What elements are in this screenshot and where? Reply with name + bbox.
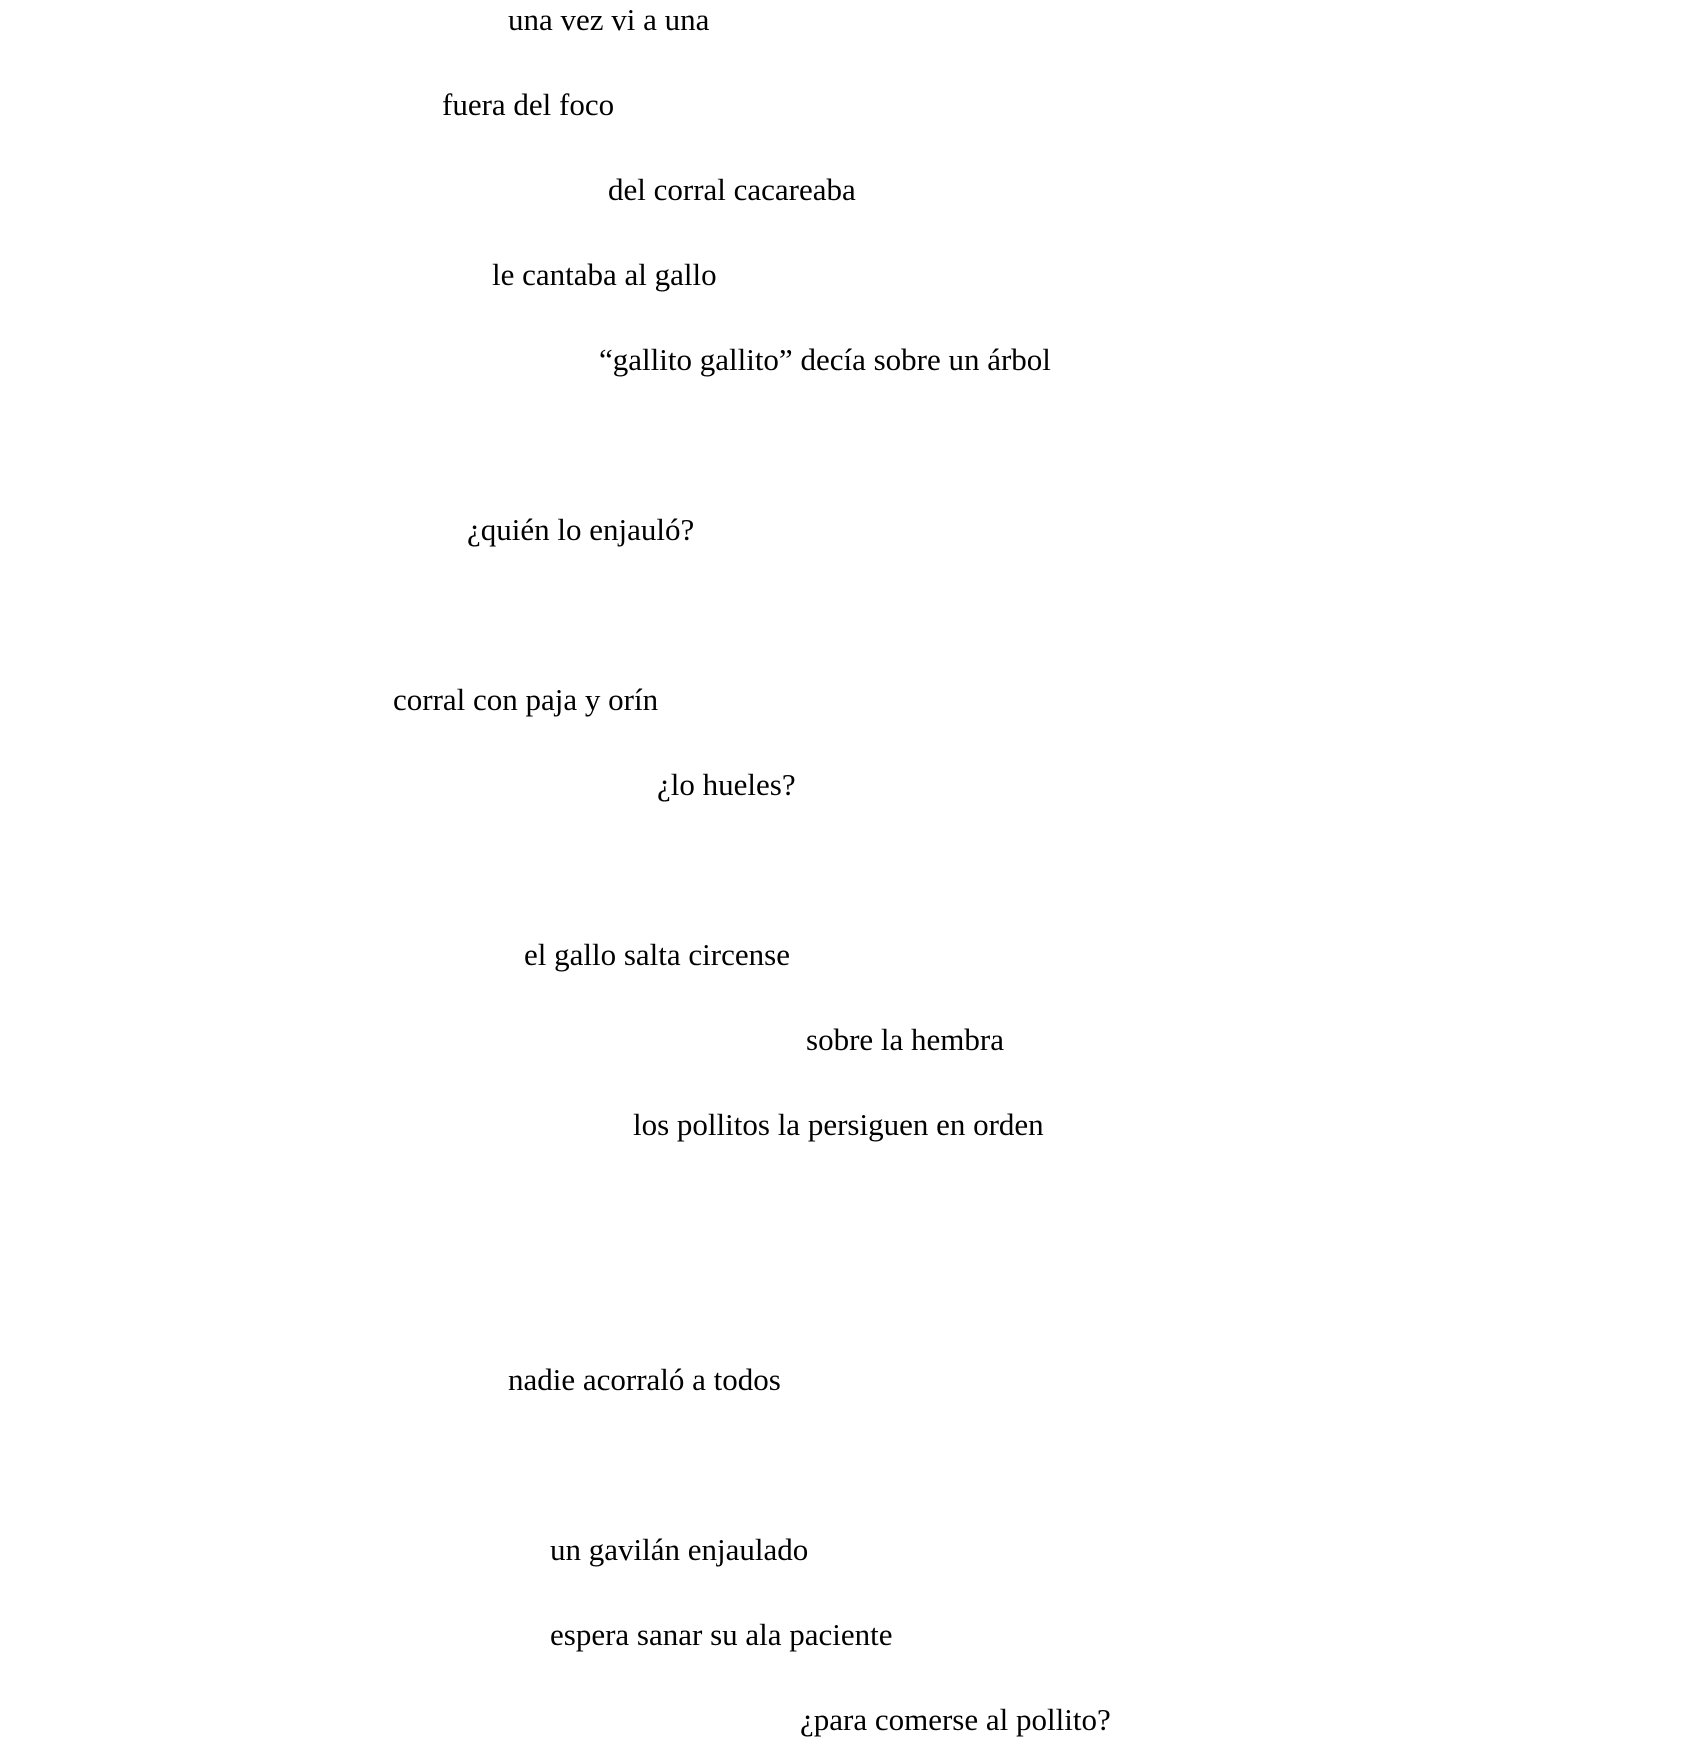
poem-line: le cantaba al gallo — [492, 257, 717, 292]
poem-line: “gallito gallito” decía sobre un árbol — [599, 342, 1051, 377]
poem-line: del corral cacareaba — [608, 172, 856, 207]
poem-line: ¿lo hueles? — [657, 767, 796, 802]
poem-line: espera sanar su ala paciente — [550, 1617, 893, 1652]
poem-line: corral con paja y orín — [393, 682, 659, 717]
poem-line: un gavilán enjaulado — [550, 1532, 809, 1567]
poem-line: una vez vi a una — [508, 2, 710, 37]
poem-line: nadie acorraló a todos — [508, 1362, 781, 1397]
poem-line: ¿para comerse al pollito? — [800, 1702, 1111, 1737]
poem-line: los pollitos la persiguen en orden — [633, 1107, 1044, 1142]
poem-line: fuera del foco — [442, 87, 615, 122]
poem-line: sobre la hembra — [806, 1022, 1004, 1057]
poem-line: el gallo salta circense — [524, 937, 790, 972]
poem-line: ¿quién lo enjauló? — [467, 512, 695, 547]
